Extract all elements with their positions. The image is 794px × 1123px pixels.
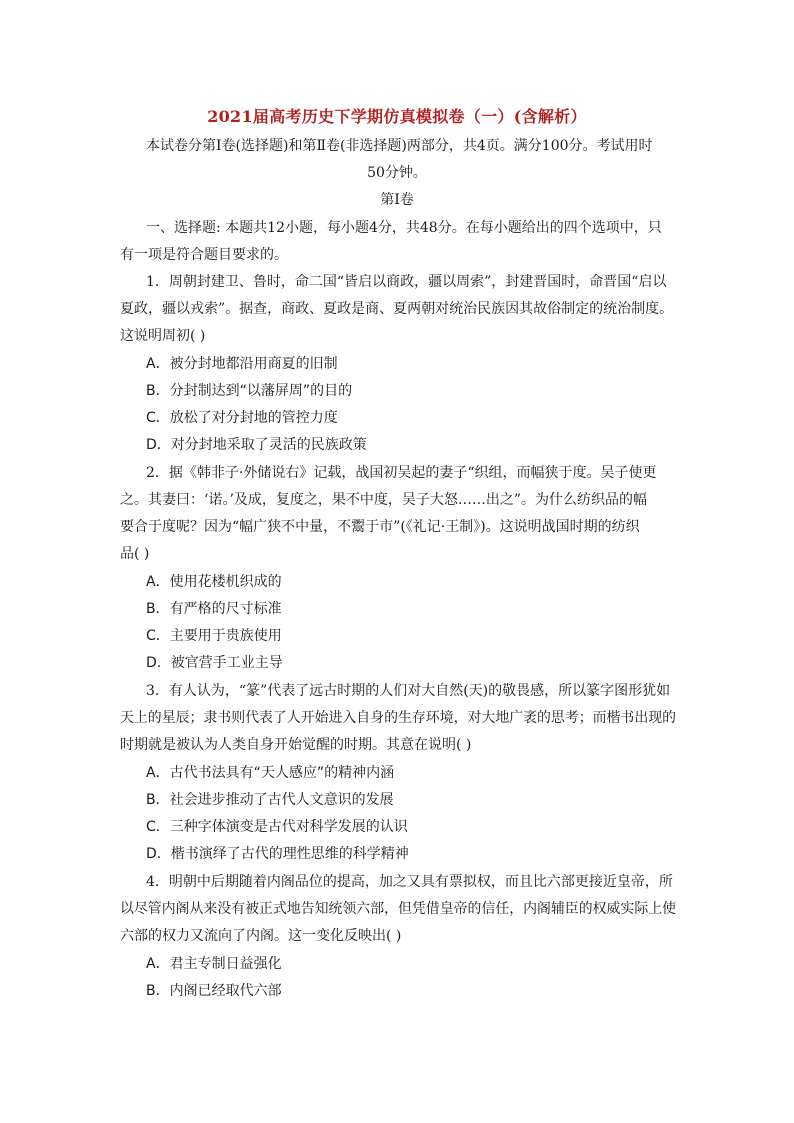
part-heading: 第Ⅰ卷 [380, 192, 414, 208]
question-text: 时期就是被认为人类自身开始觉醒的时期。其意在说明( ) [120, 737, 472, 753]
answer-option: C．放松了对分封地的管控力度 [146, 410, 338, 426]
question-text: 2．据《韩非子·外储说右》记载，战国初吴起的妻子“织组，而幅狭于度。吴子使更 [146, 465, 657, 481]
question-text: 这说明周初( ) [120, 328, 206, 344]
intro-text-line: 本试卷分第Ⅰ卷(选择题)和第Ⅱ卷(非选择题)两部分，共4页。满分100分。考试用时 [146, 138, 653, 154]
question-text: 1．周朝封建卫、鲁时，命二国“皆启以商政，疆以周索”，封建晋国时，命晋国“启以 [146, 274, 667, 290]
question-text: 3．有人认为，“篆”代表了远古时期的人们对大自然(天)的敬畏感，所以篆字图形犹如 [146, 683, 671, 699]
answer-option: D．楷书演绎了古代的理性思维的科学精神 [146, 846, 409, 862]
document-title: 2021届高考历史下学期仿真模拟卷（一）(含解析） [207, 107, 587, 126]
answer-option: B．社会进步推动了古代人文意识的发展 [146, 792, 394, 808]
answer-option: B．内阁已经取代六部 [146, 983, 282, 999]
section-instructions: 一、选择题: 本题共12小题，每小题4分，共48分。在每小题给出的四个选项中，只 [146, 220, 662, 236]
answer-option: D．对分封地采取了灵活的民族政策 [146, 437, 367, 453]
answer-option: C．主要用于贵族使用 [146, 628, 282, 644]
answer-option: D．被官营手工业主导 [146, 655, 283, 671]
question-text: 夏政，疆以戎索”。据查，商政、夏政是商、夏两朝对统治民族因其故俗制定的统治制度。 [120, 301, 674, 317]
answer-option: A．被分封地都沿用商夏的旧制 [146, 356, 338, 372]
question-text: 4．明朝中后期随着内阁品位的提高，加之又具有票拟权，而且比六部更接近皇帝，所 [146, 874, 673, 890]
answer-option: C．三种字体演变是古代对科学发展的认识 [146, 819, 408, 835]
intro-text-line: 50分钟。 [367, 165, 427, 181]
question-text: 以尽管内阁从来没有被正式地告知统领六部，但凭借皇帝的信任，内阁辅臣的权威实际上使 [120, 901, 677, 917]
answer-option: B．分封制达到“以藩屏周”的目的 [146, 383, 353, 399]
section-instructions: 有一项是符合题目要求的。 [120, 247, 288, 263]
question-text: 品( ) [120, 546, 150, 562]
question-text: 之。其妻曰：‘诺。’及成，复度之，果不中度，吴子大怒……出之”。为什么纺织品的幅 [120, 492, 648, 508]
answer-option: A．古代书法具有“天人感应”的精神内涵 [146, 765, 395, 781]
question-text: 六部的权力又流向了内阁。这一变化反映出( ) [120, 928, 402, 944]
answer-option: A．君主专制日益强化 [146, 956, 282, 972]
answer-option: B．有严格的尺寸标准 [146, 601, 282, 617]
answer-option: A．使用花楼机织成的 [146, 574, 282, 590]
question-text: 要合于度呢？因为“幅广狭不中量，不鬻于市”(《礼记·王制》)。这说明战国时期的纺织 [120, 519, 640, 535]
question-text: 天上的星辰；隶书则代表了人开始进入自身的生存环境，对大地广袤的思考；而楷书出现的 [120, 710, 677, 726]
